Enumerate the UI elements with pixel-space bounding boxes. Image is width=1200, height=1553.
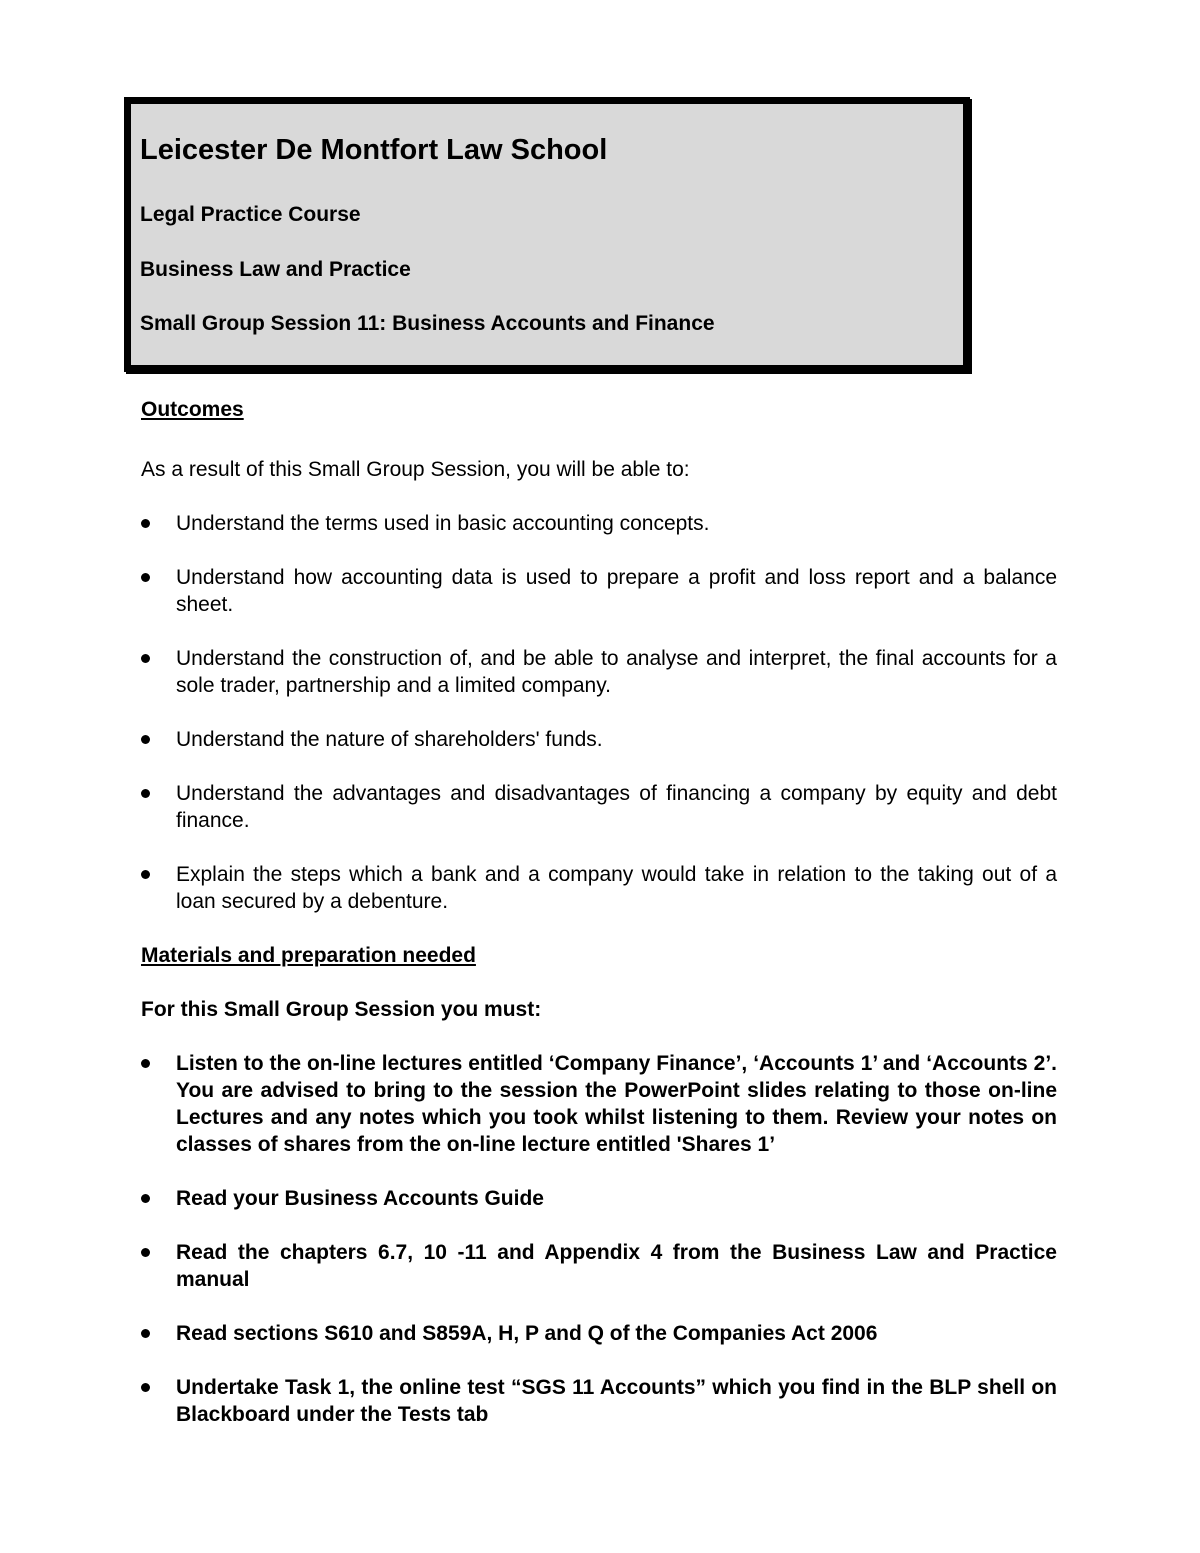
header-box [124, 97, 970, 372]
bullet-icon [141, 1329, 150, 1338]
list-item: Listen to the on-line lectures entitled ‘Company Finance’, ‘Accounts 1’ and ‘Accounts 2’. You are advised to bring to the session the PowerPoint slides relating to those on-line Lectures and any notes which you took whilst listening to them. Review your notes on classes of shares from the on-line lecture entitled 'Shares 1’ [141, 1050, 1057, 1158]
list-item: Understand the nature of shareholders' funds. [141, 726, 1057, 753]
materials-heading: Materials and preparation needed [141, 944, 476, 967]
list-item: Read the chapters 6.7, 10 -11 and Appendix 4 from the Business Law and Practice manual [141, 1239, 1057, 1293]
bullet-icon [141, 1248, 150, 1257]
list-item: Understand the terms used in basic accounting concepts. [141, 510, 1057, 537]
module-title: Business Law and Practice [140, 258, 411, 281]
list-item: Understand how accounting data is used to prepare a profit and loss report and a balance sheet. [141, 564, 1057, 618]
bullet-icon [141, 789, 150, 798]
outcomes-list [141, 510, 1057, 915]
course-title: Legal Practice Course [140, 203, 361, 226]
materials-intro: For this Small Group Session you must: [141, 998, 542, 1021]
bullet-icon [141, 654, 150, 663]
outcomes-heading: Outcomes [141, 398, 244, 421]
list-item: Explain the steps which a bank and a company would take in relation to the taking out of a loan secured by a debenture. [141, 861, 1057, 915]
list-item: Read your Business Accounts Guide [141, 1185, 1057, 1212]
bullet-icon [141, 1383, 150, 1392]
document-body [141, 396, 1057, 1428]
list-item: Understand the construction of, and be able to analyse and interpret, the final accounts for a sole trader, partnership and a limited company. [141, 645, 1057, 699]
outcomes-intro: As a result of this Small Group Session, you will be able to: [141, 458, 690, 481]
bullet-icon [141, 870, 150, 879]
bullet-icon [141, 1194, 150, 1203]
bullet-icon [141, 519, 150, 528]
bullet-icon [141, 573, 150, 582]
bullet-icon [141, 735, 150, 744]
school-name: Leicester De Montfort Law School [140, 134, 608, 166]
materials-list [141, 1050, 1057, 1428]
session-title: Small Group Session 11: Business Accounts and Finance [140, 312, 715, 335]
list-item: Undertake Task 1, the online test “SGS 11 Accounts” which you find in the BLP shell on Blackboard under the Tests tab [141, 1374, 1057, 1428]
list-item: Read sections S610 and S859A, H, P and Q of the Companies Act 2006 [141, 1320, 1057, 1347]
bullet-icon [141, 1059, 150, 1068]
list-item: Understand the advantages and disadvantages of financing a company by equity and debt finance. [141, 780, 1057, 834]
